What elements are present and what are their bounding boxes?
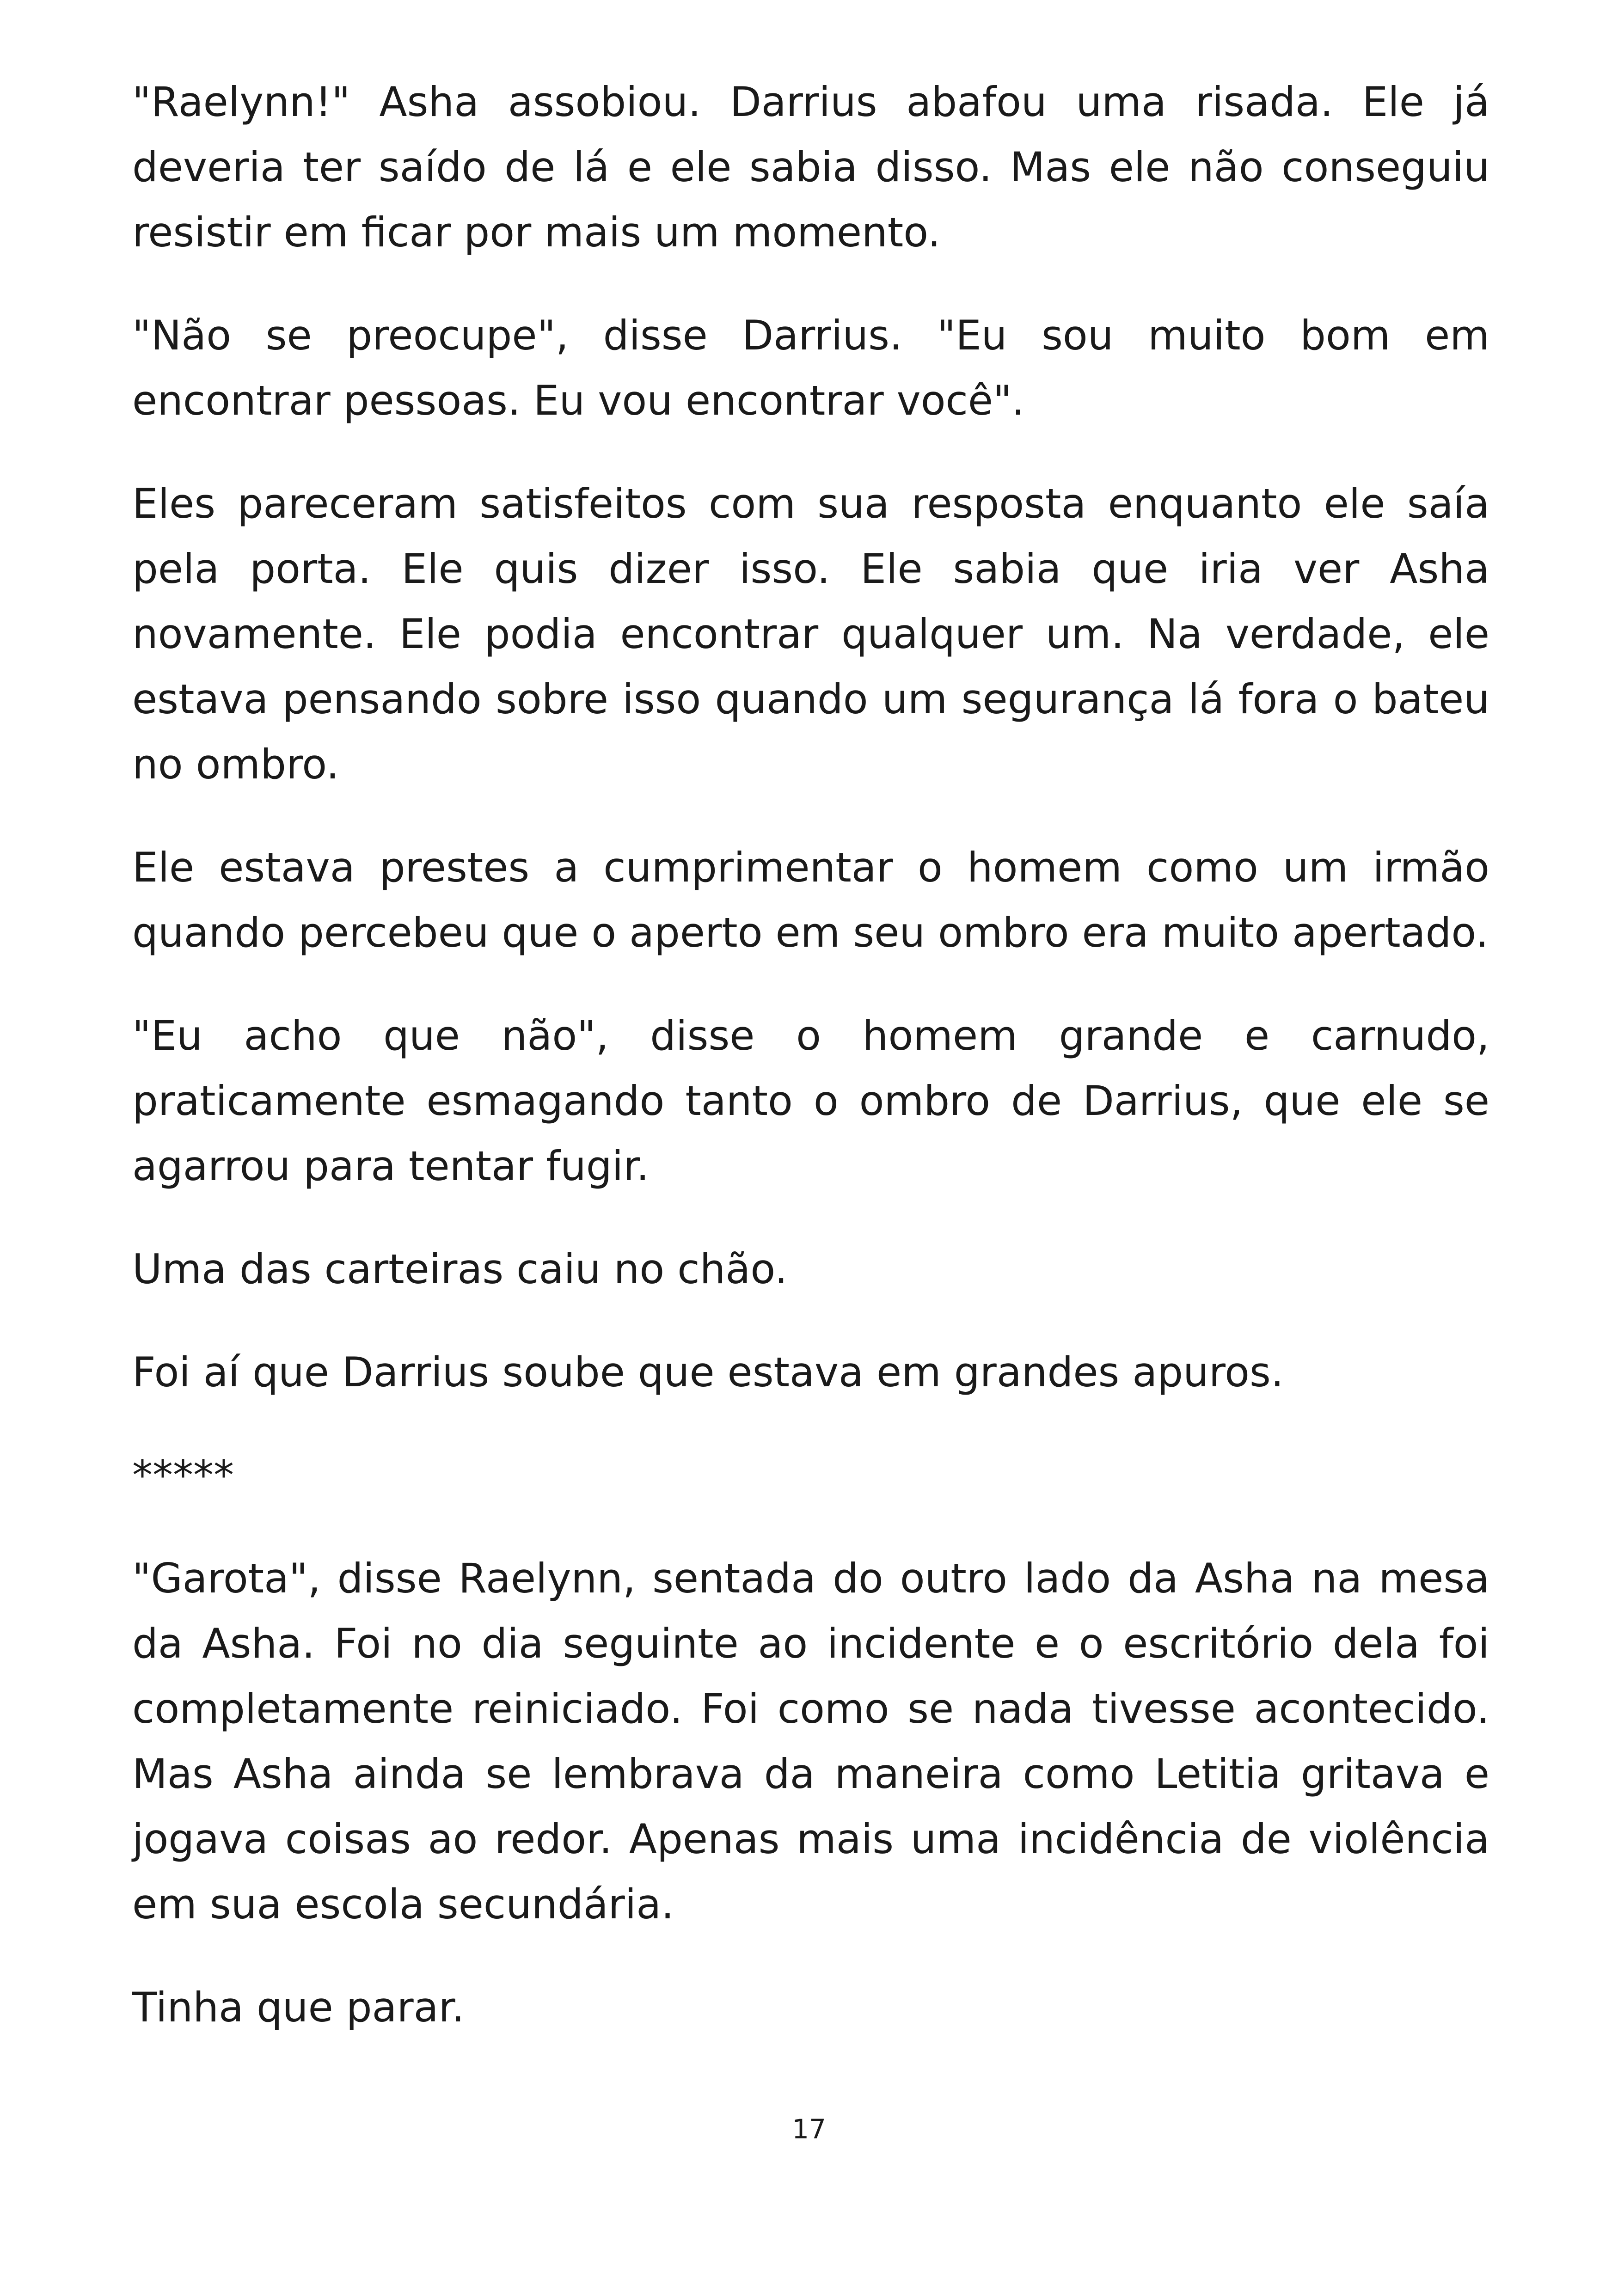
page-number: 17 bbox=[792, 2113, 826, 2145]
body-text bbox=[132, 69, 1489, 2078]
paragraph-1: "Raelynn!" Asha assobiou. Darrius abafou uma risada. Ele já deveria ter saído de lá e ele sabia disso. Mas ele não conseguiu resistir em ficar por mais um momento. bbox=[132, 78, 1489, 256]
paragraph-4: Ele estava prestes a cumprimentar o homem como um irmão quando percebeu que o aperto em seu ombro era muito apertado. bbox=[132, 844, 1489, 956]
paragraph-5: "Eu acho que não", disse o homem grande e carnudo, praticamente esmagando tanto o ombro de Darrius, que ele se agarrou para tentar fugir. bbox=[132, 1012, 1489, 1190]
scene-break: ***** bbox=[132, 1451, 234, 1499]
paragraph-7: Foi aí que Darrius soube que estava em grandes apuros. bbox=[132, 1348, 1284, 1396]
paragraph-9: Tinha que parar. bbox=[132, 1984, 465, 2031]
paragraph-6: Uma das carteiras caiu no chão. bbox=[132, 1245, 788, 1293]
paragraph-3: Eles pareceram satisfeitos com sua resposta enquanto ele saía pela porta. Ele quis dizer isso. Ele sabia que iria ver Asha novamente. Ele podia encontrar qualquer um. Na verdade, ele estava pensando sobre isso quando um segurança lá fora o bateu no ombro. bbox=[132, 480, 1489, 788]
paragraph-8: "Garota", disse Raelynn, sentada do outro lado da Asha na mesa da Asha. Foi no dia seguinte ao incidente e o escritório dela foi completamente reiniciado. Foi como se nada tivesse acontecido. Mas Asha ainda se lembrava da maneira como Letitia gritava e jogava coisas ao redor. Apenas mais uma incidência de violência em sua escola secundária. bbox=[132, 1555, 1489, 1928]
paragraph-2: "Não se preocupe", disse Darrius. "Eu sou muito bom em encontrar pessoas. Eu vou encontrar você". bbox=[132, 312, 1489, 424]
